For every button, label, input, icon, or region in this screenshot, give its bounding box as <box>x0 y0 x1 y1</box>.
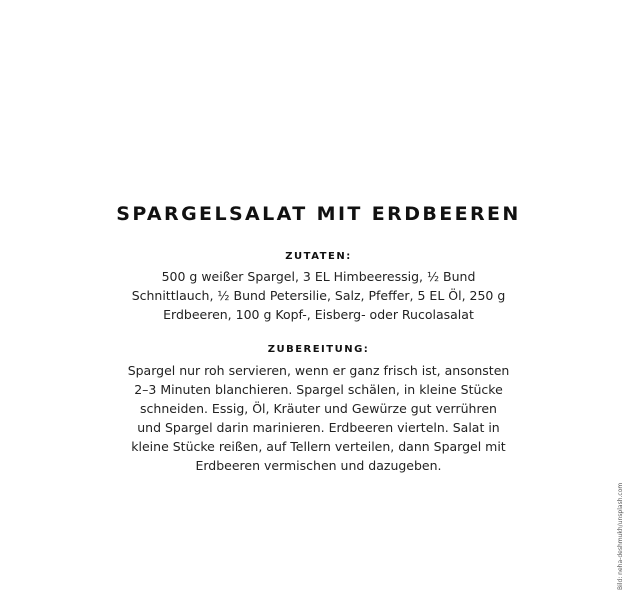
preparation-text <box>0 361 637 475</box>
preparation-line: Spargel nur roh servieren, wenn er ganz frisch ist, ansonsten <box>127 363 510 378</box>
preparation-line: und Spargel darin marinieren. Erdbeeren vierteln. Salat in <box>137 420 500 435</box>
ingredients-heading: ZUTATEN: <box>285 251 352 262</box>
ingredients-text <box>0 267 637 324</box>
ingredients-line: Schnittlauch, ½ Bund Petersilie, Salz, Pfeffer, 5 EL Öl, 250 g <box>131 288 506 303</box>
preparation-heading: ZUBEREITUNG: <box>267 344 370 355</box>
ingredients-line: 500 g weißer Spargel, 3 EL Himbeeressig, ½ Bund <box>161 269 476 284</box>
preparation-line: kleine Stücke reißen, auf Tellern verteilen, dann Spargel mit <box>131 439 506 454</box>
image-credit: Bild: neha-deshmukh/unsplash.com <box>617 482 624 590</box>
ingredients-line: Erdbeeren, 100 g Kopf-, Eisberg- oder Rucolasalat <box>163 307 474 322</box>
preparation-line: 2–3 Minuten blanchieren. Spargel schälen, in kleine Stücke <box>134 382 503 397</box>
recipe-title: SPARGELSALAT MIT ERDBEEREN <box>116 203 521 225</box>
preparation-line: Erdbeeren vermischen und dazugeben. <box>195 458 442 473</box>
preparation-line: schneiden. Essig, Öl, Kräuter und Gewürze gut verrühren <box>140 401 497 416</box>
